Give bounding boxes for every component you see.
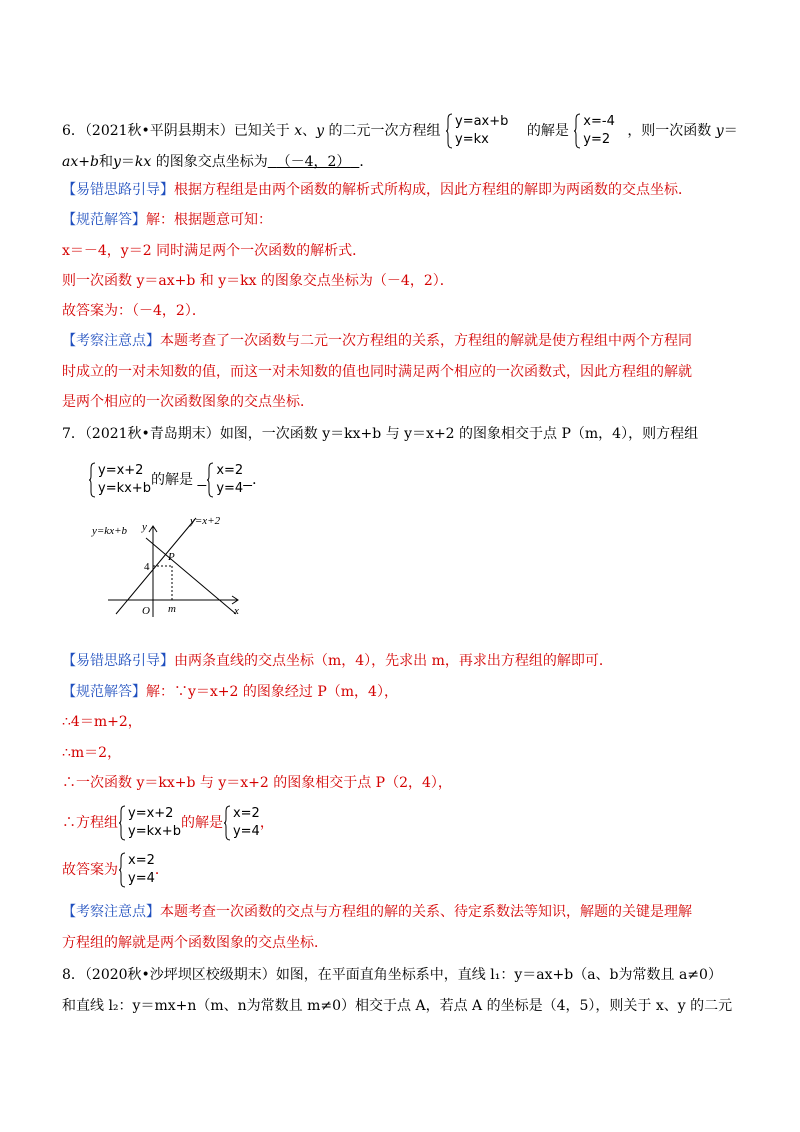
q7-step-3: ∴一次函数 y＝kx+b 与 y＝x+2 的图象相交于点 P（2，4），: [62, 775, 452, 791]
q6-answer: （－4，2）: [276, 154, 351, 170]
q6-stem-a: 已知关于: [233, 123, 290, 139]
q7-note: [62, 902, 692, 922]
q7-step-2: ∴m＝2，: [62, 745, 122, 761]
q7-step-4-solution: [223, 805, 260, 841]
q7-step-5-sol-1: x=2: [128, 853, 155, 868]
q6-source: （2021秋•平阴县期末）: [84, 123, 234, 139]
q6-note-1: 本题考查了一次函数与二元一次方程组的关系，方程组的解就是使方程组中两个方程同: [160, 333, 692, 349]
q7-sol-row-1: x=2: [216, 463, 244, 478]
brace-icon: [118, 852, 126, 888]
brace-icon: [573, 113, 581, 149]
q8-number: 8．: [62, 967, 85, 983]
q6-stem-line2: ax+b和y＝kx 的图象交点坐标为 （－4，2） ．: [62, 154, 374, 170]
q6-stem-line2-text: 的图象交点坐标为: [155, 154, 268, 170]
q7-stem: [62, 424, 698, 444]
q7-step-5-solution: [118, 852, 155, 888]
label-kx-plus-b: y=kx+b: [92, 525, 127, 537]
q7-equation-system: [88, 462, 151, 498]
q7-step-4-row-1: y=x+2: [128, 806, 174, 821]
q6-and: 和: [98, 154, 113, 170]
q7-step-0: 解：∵y＝x+2 的图象经过 P（m，4），: [146, 684, 398, 700]
q6-answer-blank: [268, 154, 360, 170]
label-x-plus-2: y=x+2: [190, 515, 221, 527]
q7-step-5-sol-2: y=4: [128, 871, 155, 886]
q6-solution-head: [62, 210, 272, 230]
q7-step-4: ∴方程组 y=x+2 y=kx+b 的解是 x=2 y=4 ，: [62, 806, 274, 839]
q6-number: 6．: [62, 123, 85, 139]
brace-icon: [223, 805, 231, 841]
q6-sol-row-2: y=2: [583, 132, 611, 147]
q7-step-4a: ∴方程组: [62, 815, 118, 831]
label-origin: O: [142, 605, 150, 617]
q7-graph: [88, 512, 248, 620]
q6-equation-system: [445, 113, 508, 149]
q6-step-2: 则一次函数 y＝ax+b 和 y＝kx 的图象交点坐标为（－4，2）．: [62, 273, 454, 289]
q7-source: （2021秋•青岛期末）: [84, 426, 220, 442]
line-kx-plus-b: [146, 538, 236, 614]
q7-step-4b: 的解是: [180, 815, 223, 831]
q6-sys-row-2: y=kx: [455, 132, 489, 147]
q6-sol-tag: 【规范解答】: [62, 212, 146, 228]
q6-solution-system: [573, 113, 615, 149]
q7-note-2: 方程组的解就是两个函数图象的交点坐标．: [62, 935, 328, 951]
q6-stem-c: ，则一次函数: [627, 123, 712, 139]
q6-note: [62, 331, 692, 351]
q6-tip-text: 根据方程组是由两个函数的解析式所构成，因此方程组的解即为两函数的交点坐标．: [174, 182, 692, 198]
q6-tip: [62, 180, 692, 200]
brace-icon: [118, 805, 126, 841]
q6-sys-row-1: y=ax+b: [455, 114, 509, 129]
q7-tip: [62, 651, 613, 671]
q8-line1-text: 如图，在平面直角坐标系中，直线 l₁：y＝ax+b（a、b为常数且 a≠0）: [275, 967, 722, 983]
q7-solution-head: [62, 682, 398, 702]
q7-step-4-row-2: y=kx+b: [128, 824, 181, 839]
q6-tip-tag: 【易错思路引导】: [62, 182, 174, 198]
q6-stem-line1: 6．（2021秋•平阴县期末）已知关于 x、y 的二元一次方程组 y=ax+b y=kx 的解是 x=-4 y=2 ，则一次函数 y＝: [62, 114, 738, 147]
brace-icon: [206, 462, 214, 498]
q6-step-1: x＝－4，y＝2 同时满足两个一次函数的解析式．: [62, 243, 367, 259]
label-p: P: [168, 551, 175, 563]
q7-stem-line2: y=x+2 y=kx+b 的解是 x=2 y=4 ．: [88, 462, 266, 498]
q6-stem-b: 的二元一次方程组: [328, 123, 441, 139]
q6-step-3: 故答案为：（－4，2）．: [62, 303, 206, 319]
q7-sys-row-2: y=kx+b: [98, 481, 151, 496]
q8-stem-line2: 和直线 l₂：y＝mx+n（m、n为常数且 m≠0）相交于点 A，若点 A 的坐标是（4，5），则关于 x、y 的二元: [62, 998, 733, 1014]
q7-tip-text: 由两条直线的交点坐标（m，4），先求出 m，再求出方程组的解即可．: [174, 653, 613, 669]
q6-sol-label: 的解是: [526, 123, 569, 139]
q6-note-tag: 【考察注意点】: [62, 333, 160, 349]
q7-number: 7．: [62, 426, 85, 442]
label-4: 4: [144, 561, 150, 573]
q6-sol-head-text: 解：根据题意可知：: [146, 212, 272, 228]
q7-sol-tag: 【规范解答】: [62, 684, 146, 700]
q7-step-5a: 故答案为: [62, 862, 118, 878]
q8-source: （2020秋•沙坪坝区校级期末）: [84, 967, 276, 983]
q7-step-1: ∴4＝m+2，: [62, 714, 142, 730]
label-y: y: [142, 521, 147, 533]
q7-sol-label: 的解是: [150, 472, 193, 488]
label-x: x: [234, 605, 239, 617]
brace-icon: [445, 113, 453, 149]
q7-solution-system: [206, 462, 243, 498]
q7-tip-tag: 【易错思路引导】: [62, 653, 174, 669]
q7-step-4-system: [118, 805, 181, 841]
q7-note-tag: 【考察注意点】: [62, 904, 160, 920]
q6-note-2: 时成立的一对未知数的值，而这一对未知数的值也同时满足两个相应的一次函数式，因此方程组的解就: [62, 364, 692, 380]
q7-step-4-sol-1: x=2: [232, 806, 260, 821]
q6-expr-a: ax+b: [62, 154, 99, 170]
label-m: m: [168, 603, 176, 615]
q7-note-1: 本题考查一次函数的交点与方程组的解的关系、待定系数法等知识，解题的关键是理解: [160, 904, 692, 920]
q7-step-5: 故答案为 x=2 y=4 ．: [62, 853, 169, 886]
q6-sol-row-1: x=-4: [583, 114, 615, 129]
brace-icon: [88, 462, 96, 498]
q6-note-3: 是两个相应的一次函数图象的交点坐标．: [62, 394, 314, 410]
q7-sol-row-2: y=4: [216, 481, 244, 496]
q8-stem-line1: [62, 965, 722, 985]
q7-answer-blank: [197, 463, 252, 496]
q7-step-4-sol-2: y=4: [232, 824, 260, 839]
q7-stem-text: 如图，一次函数 y＝kx+b 与 y＝x+2 的图象相交于点 P（m，4），则方程组: [219, 426, 699, 442]
q7-sys-row-1: y=x+2: [98, 463, 144, 478]
